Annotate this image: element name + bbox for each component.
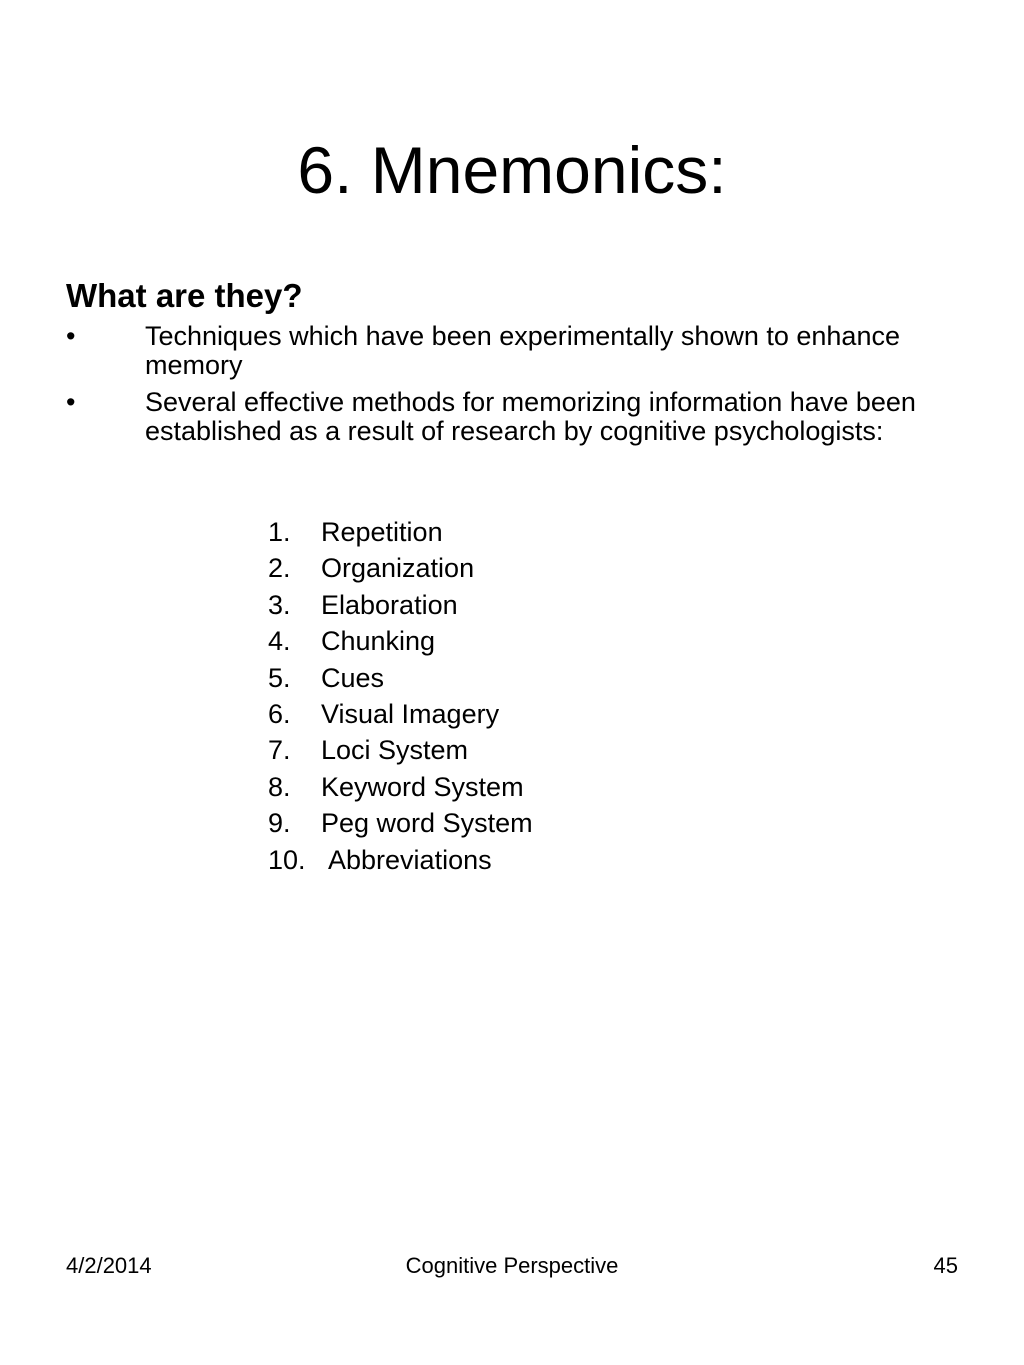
- list-item-number: 7.: [268, 735, 291, 766]
- list-item-number: 5.: [268, 662, 291, 693]
- bullet-marker: •: [66, 387, 76, 417]
- list-item-label: Repetition: [321, 517, 443, 547]
- list-item-label: Elaboration: [321, 589, 458, 620]
- list-item-label: Loci System: [321, 735, 469, 766]
- slide-title: 6. Mnemonics:: [297, 133, 727, 207]
- list-item-label: Abbreviations: [328, 844, 492, 875]
- list-item-label: Chunking: [321, 626, 436, 657]
- bullet-marker: •: [66, 321, 76, 351]
- footer-page-number: 45: [933, 1253, 958, 1278]
- bullet-text: Several effective methods for memorizing information have been established as a result of research by cognitive psychologists:: [145, 387, 916, 446]
- list-item-number: 6.: [268, 698, 291, 729]
- section-subheading: What are they?: [66, 277, 303, 314]
- list-item-number: 10.: [268, 844, 306, 875]
- footer-title: Cognitive Perspective: [405, 1253, 619, 1278]
- list-item-label: Keyword System: [321, 771, 524, 802]
- list-item-number: 3.: [268, 589, 291, 620]
- list-item-number: 2.: [268, 553, 291, 584]
- list-item-number: 1.: [268, 517, 291, 547]
- list-item-label: Organization: [321, 553, 475, 584]
- list-item-number: 8.: [268, 771, 291, 802]
- bullet-text: Techniques which have been experimentally shown to enhance memory: [145, 321, 900, 380]
- list-item-label: Peg word System: [321, 808, 533, 839]
- list-item-label: Cues: [321, 662, 385, 693]
- list-item-number: 4.: [268, 626, 291, 657]
- list-item-number: 9.: [268, 808, 291, 839]
- list-item-label: Visual Imagery: [321, 698, 500, 729]
- footer-date: 4/2/2014: [66, 1253, 152, 1278]
